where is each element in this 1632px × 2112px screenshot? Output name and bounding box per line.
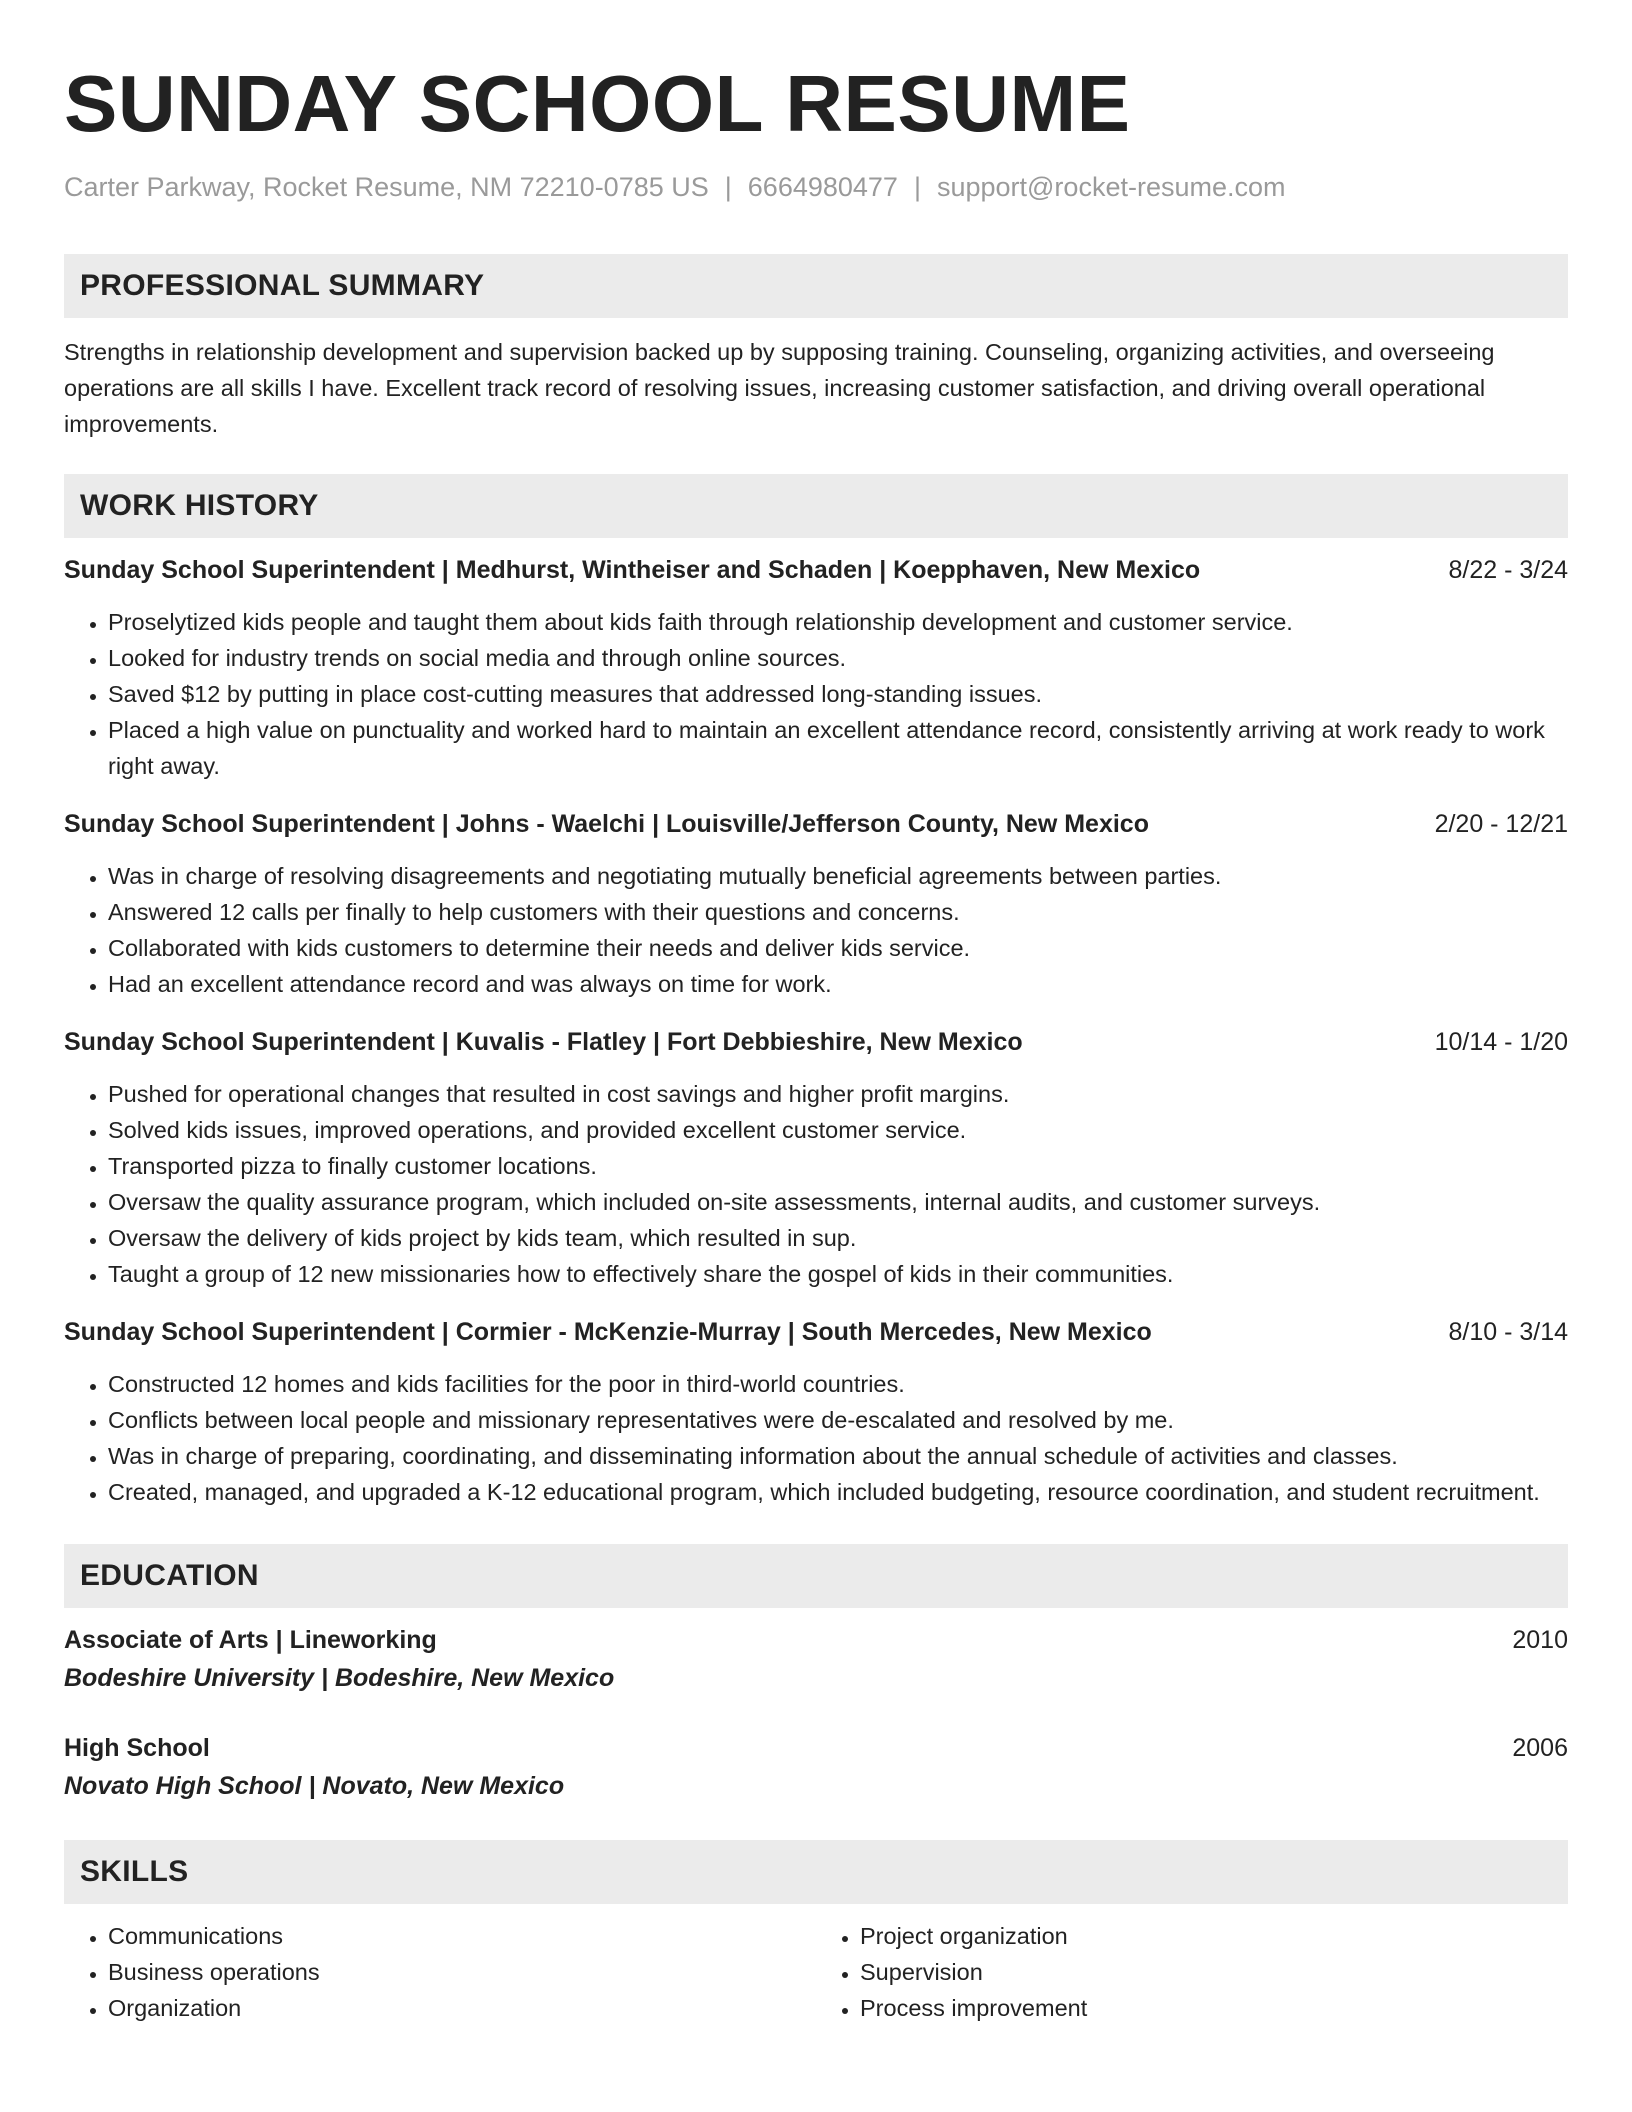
contact-email: support@rocket-resume.com: [936, 172, 1286, 202]
education-degree: High School: [64, 1734, 210, 1762]
education-school: Novato High School | Novato, New Mexico: [64, 1772, 565, 1800]
job-header: [64, 552, 1568, 588]
skill-item: • Process improvement: [860, 1990, 1568, 2026]
job-header: [64, 1024, 1568, 1060]
job-dates: 8/22 - 3/24: [1448, 556, 1568, 584]
job-title: Sunday School Superintendent | Medhurst, Wintheiser and Schaden | Koepphaven, New Mexico: [64, 556, 1201, 584]
section-heading-education: EDUCATION: [64, 1544, 1568, 1608]
bullet-item: • Constructed 12 homes and kids facilities for the poor in third-world countries.: [108, 1366, 1568, 1402]
education-degree: Associate of Arts | Lineworking: [64, 1626, 437, 1654]
skill-item: • Organization: [108, 1990, 816, 2026]
job-bullets: [64, 604, 1568, 784]
education-year: 2006: [1512, 1734, 1568, 1762]
job-title: Sunday School Superintendent | Cormier - McKenzie-Murray | South Mercedes, New Mexico: [64, 1318, 1152, 1346]
skill-item: • Business operations: [108, 1954, 816, 1990]
bullet-item: • Solved kids issues, improved operations, and provided excellent customer service.: [108, 1112, 1568, 1148]
bullet-item: • Looked for industry trends on social media and through online sources.: [108, 640, 1568, 676]
section-heading-skills: SKILLS: [64, 1840, 1568, 1904]
bullet-item: • Pushed for operational changes that resulted in cost savings and higher profit margins.: [108, 1076, 1568, 1112]
bullet-item: • Placed a high value on punctuality and worked hard to maintain an excellent attendance record, consistently arriving at work ready to work right away.: [108, 712, 1568, 784]
job-bullets: [64, 858, 1568, 1002]
bullet-item: • Was in charge of resolving disagreements and negotiating mutually beneficial agreements between parties.: [108, 858, 1568, 894]
job-bullets: [64, 1076, 1568, 1292]
contact-separator: |: [724, 172, 732, 202]
bullet-item: • Oversaw the delivery of kids project by kids team, which resulted in sup.: [108, 1220, 1568, 1256]
education-entry: [64, 1730, 1568, 1804]
bullet-item: • Proselytized kids people and taught them about kids faith through relationship development and customer service.: [108, 604, 1568, 640]
job-entry: [64, 552, 1568, 784]
bullet-item: • Created, managed, and upgraded a K-12 educational program, which included budgeting, resource coordination, and student recruitment.: [108, 1474, 1568, 1510]
bullet-item: • Conflicts between local people and missionary representatives were de-escalated and resolved by me.: [108, 1402, 1568, 1438]
bullet-item: • Had an excellent attendance record and was always on time for work.: [108, 966, 1568, 1002]
contact-separator: |: [913, 172, 921, 202]
education-entry: [64, 1622, 1568, 1696]
contact-phone: 6664980477: [747, 172, 898, 202]
bullet-item: • Answered 12 calls per finally to help customers with their questions and concerns.: [108, 894, 1568, 930]
job-header: [64, 806, 1568, 842]
contact-line: [64, 170, 1568, 204]
job-entry: [64, 1024, 1568, 1292]
skill-item: • Project organization: [860, 1918, 1568, 1954]
section-heading-summary: PROFESSIONAL SUMMARY: [64, 254, 1568, 318]
page-title: SUNDAY SCHOOL RESUME: [64, 59, 1131, 148]
skills-column-right: [816, 1918, 1568, 2026]
job-dates: 2/20 - 12/21: [1434, 810, 1568, 838]
skill-item: • Communications: [108, 1918, 816, 1954]
education-school: Bodeshire University | Bodeshire, New Mexico: [64, 1664, 615, 1692]
bullet-item: • Taught a group of 12 new missionaries how to effectively share the gospel of kids in their communities.: [108, 1256, 1568, 1292]
skills-column-left: [64, 1918, 816, 2026]
job-title: Sunday School Superintendent | Johns - Waelchi | Louisville/Jefferson County, New Mexico: [64, 810, 1149, 838]
bullet-item: • Transported pizza to finally customer locations.: [108, 1148, 1568, 1184]
education-year: 2010: [1512, 1626, 1568, 1654]
job-entry: [64, 806, 1568, 1002]
job-dates: 8/10 - 3/14: [1448, 1318, 1568, 1346]
bullet-item: • Oversaw the quality assurance program, which included on-site assessments, internal audits, and customer surveys.: [108, 1184, 1568, 1220]
job-bullets: [64, 1366, 1568, 1510]
skills-list: [64, 1904, 1568, 2026]
bullet-item: • Saved $12 by putting in place cost-cutting measures that addressed long-standing issues.: [108, 676, 1568, 712]
section-heading-work: WORK HISTORY: [64, 474, 1568, 538]
job-header: [64, 1314, 1568, 1350]
education-header: [64, 1622, 1568, 1658]
bullet-item: • Collaborated with kids customers to determine their needs and deliver kids service.: [108, 930, 1568, 966]
job-entry: [64, 1314, 1568, 1510]
job-dates: 10/14 - 1/20: [1434, 1028, 1568, 1056]
contact-address: Carter Parkway, Rocket Resume, NM 72210-0785 US: [64, 172, 709, 202]
skill-item: • Supervision: [860, 1954, 1568, 1990]
bullet-item: • Was in charge of preparing, coordinating, and disseminating information about the annual schedule of activities and classes.: [108, 1438, 1568, 1474]
summary-text: Strengths in relationship development and supervision backed up by supposing training. Counseling, organizing activities, and overseeing operations are all skills I have. Excellent track record of resolving issues, increasing customer satisfaction, and driving overall operational improvements.: [64, 339, 1495, 437]
job-title: Sunday School Superintendent | Kuvalis - Flatley | Fort Debbieshire, New Mexico: [64, 1028, 1023, 1056]
education-header: [64, 1730, 1568, 1766]
